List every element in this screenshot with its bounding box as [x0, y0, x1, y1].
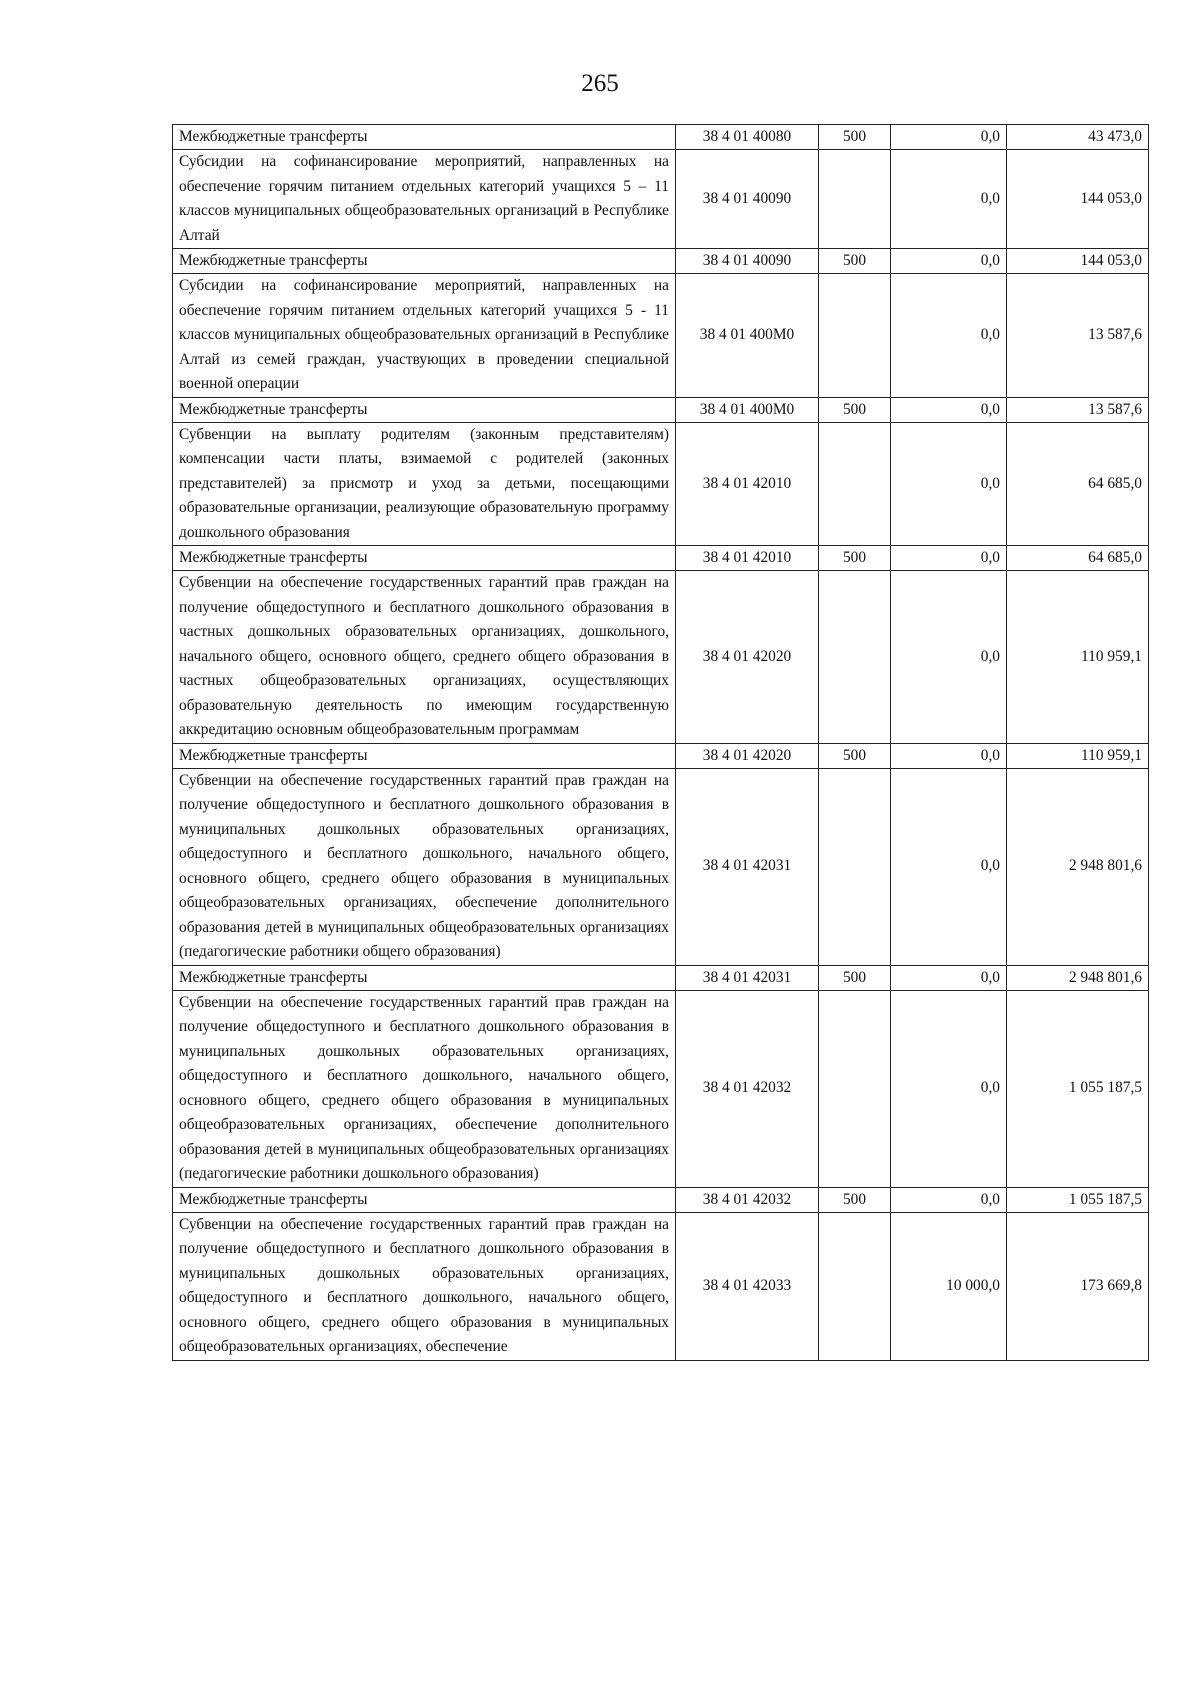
row-name: Субвенции на обеспечение государственных гарантий прав граждан на получение общедоступного и бесплатного дошкольного образования в муниципальных дошкольных образовательных организациях, общедоступного и бесплатного дошкольного, начального общего, основного общего, среднего общего образования в муниципальных общеобразовательных организациях, обеспечение дополнительного образования детей в муниципальных общеобразовательных организациях (педагогические работники дошкольного образования) [173, 990, 676, 1187]
row-value-1: 0,0 [891, 1187, 1007, 1212]
row-name: Межбюджетные трансферты [173, 743, 676, 768]
row-type: 500 [819, 249, 891, 274]
row-value-2: 144 053,0 [1007, 249, 1149, 274]
row-name: Межбюджетные трансферты [173, 965, 676, 990]
row-value-2: 2 948 801,6 [1007, 768, 1149, 965]
row-value-1: 0,0 [891, 571, 1007, 744]
row-type [819, 274, 891, 398]
table-row [173, 125, 1149, 150]
row-name: Межбюджетные трансферты [173, 249, 676, 274]
row-value-1: 0,0 [891, 965, 1007, 990]
row-value-1: 0,0 [891, 397, 1007, 422]
row-name: Субсидии на софинансирование мероприятий, направленных на обеспечение горячим питанием отдельных категорий учащихся 5 – 11 классов муниципальных общеобразовательных организаций в Республике Алтай [173, 150, 676, 249]
row-value-2: 1 055 187,5 [1007, 1187, 1149, 1212]
row-value-1: 0,0 [891, 274, 1007, 398]
row-type: 500 [819, 1187, 891, 1212]
row-code: 38 4 01 42033 [676, 1212, 819, 1360]
row-value-1: 0,0 [891, 743, 1007, 768]
row-code: 38 4 01 42032 [676, 1187, 819, 1212]
row-value-1: 0,0 [891, 768, 1007, 965]
row-type [819, 150, 891, 249]
row-code: 38 4 01 40090 [676, 249, 819, 274]
row-value-2: 1 055 187,5 [1007, 990, 1149, 1187]
row-value-1: 0,0 [891, 546, 1007, 571]
row-name: Субвенции на выплату родителям (законным представителям) компенсации части платы, взимаемой с родителей (законных представителей) за присмотр и уход за детьми, посещающими образовательные организации, реализующие образовательную программу дошкольного образования [173, 422, 676, 546]
row-value-2: 13 587,6 [1007, 397, 1149, 422]
row-value-2: 64 685,0 [1007, 422, 1149, 546]
row-value-1: 0,0 [891, 422, 1007, 546]
row-type: 500 [819, 125, 891, 150]
row-type: 500 [819, 397, 891, 422]
row-type [819, 571, 891, 744]
table-row [173, 743, 1149, 768]
table-row [173, 274, 1149, 398]
row-code: 38 4 01 400М0 [676, 397, 819, 422]
row-code: 38 4 01 42010 [676, 422, 819, 546]
row-code: 38 4 01 42032 [676, 990, 819, 1187]
row-type [819, 990, 891, 1187]
table-row [173, 397, 1149, 422]
row-value-2: 110 959,1 [1007, 743, 1149, 768]
row-name: Субвенции на обеспечение государственных гарантий прав граждан на получение общедоступного и бесплатного дошкольного образования в муниципальных дошкольных образовательных организациях, общедоступного и бесплатного дошкольного, начального общего, основного общего, среднего общего образования в муниципальных общеобразовательных организациях, обеспечение [173, 1212, 676, 1360]
row-name: Межбюджетные трансферты [173, 1187, 676, 1212]
row-name: Межбюджетные трансферты [173, 125, 676, 150]
row-type: 500 [819, 546, 891, 571]
table-row [173, 422, 1149, 546]
row-code: 38 4 01 42010 [676, 546, 819, 571]
row-name: Межбюджетные трансферты [173, 546, 676, 571]
row-value-2: 2 948 801,6 [1007, 965, 1149, 990]
row-type: 500 [819, 965, 891, 990]
page-number: 265 [581, 70, 619, 97]
row-type [819, 422, 891, 546]
row-value-2: 43 473,0 [1007, 125, 1149, 150]
table-row [173, 150, 1149, 249]
table-row [173, 990, 1149, 1187]
table-row [173, 768, 1149, 965]
row-code: 38 4 01 42020 [676, 571, 819, 744]
row-code: 38 4 01 40080 [676, 125, 819, 150]
row-value-2: 13 587,6 [1007, 274, 1149, 398]
row-name: Межбюджетные трансферты [173, 397, 676, 422]
table-row [173, 1212, 1149, 1360]
row-type [819, 1212, 891, 1360]
row-value-2: 64 685,0 [1007, 546, 1149, 571]
row-code: 38 4 01 42031 [676, 768, 819, 965]
row-code: 38 4 01 42031 [676, 965, 819, 990]
row-value-2: 110 959,1 [1007, 571, 1149, 744]
table-row [173, 1187, 1149, 1212]
row-name: Субвенции на обеспечение государственных гарантий прав граждан на получение общедоступного и бесплатного дошкольного образования в муниципальных дошкольных образовательных организациях, общедоступного и бесплатного дошкольного, начального общего, основного общего, среднего общего образования в муниципальных общеобразовательных организациях, обеспечение дополнительного образования детей в муниципальных общеобразовательных организациях (педагогические работники общего образования) [173, 768, 676, 965]
row-name: Субвенции на обеспечение государственных гарантий прав граждан на получение общедоступного и бесплатного дошкольного образования в частных дошкольных образовательных организациях, дошкольного, начального общего, основного общего, среднего общего образования в частных общеобразовательных организациях, осуществляющих образовательную деятельность по имеющим государственную аккредитацию основным общеобразовательным программам [173, 571, 676, 744]
budget-table [172, 124, 1149, 1361]
table-row [173, 546, 1149, 571]
row-value-1: 0,0 [891, 249, 1007, 274]
row-code: 38 4 01 42020 [676, 743, 819, 768]
row-value-1: 0,0 [891, 150, 1007, 249]
row-value-2: 144 053,0 [1007, 150, 1149, 249]
row-value-1: 0,0 [891, 125, 1007, 150]
row-code: 38 4 01 400М0 [676, 274, 819, 398]
row-type: 500 [819, 743, 891, 768]
row-name: Субсидии на софинансирование мероприятий, направленных на обеспечение горячим питанием отдельных категорий учащихся 5 - 11 классов муниципальных общеобразовательных организаций в Республике Алтай из семей граждан, участвующих в проведении специальной военной операции [173, 274, 676, 398]
table-row [173, 249, 1149, 274]
row-value-1: 0,0 [891, 990, 1007, 1187]
row-type [819, 768, 891, 965]
row-code: 38 4 01 40090 [676, 150, 819, 249]
row-value-2: 173 669,8 [1007, 1212, 1149, 1360]
table-row [173, 571, 1149, 744]
row-value-1: 10 000,0 [891, 1212, 1007, 1360]
table-row [173, 965, 1149, 990]
